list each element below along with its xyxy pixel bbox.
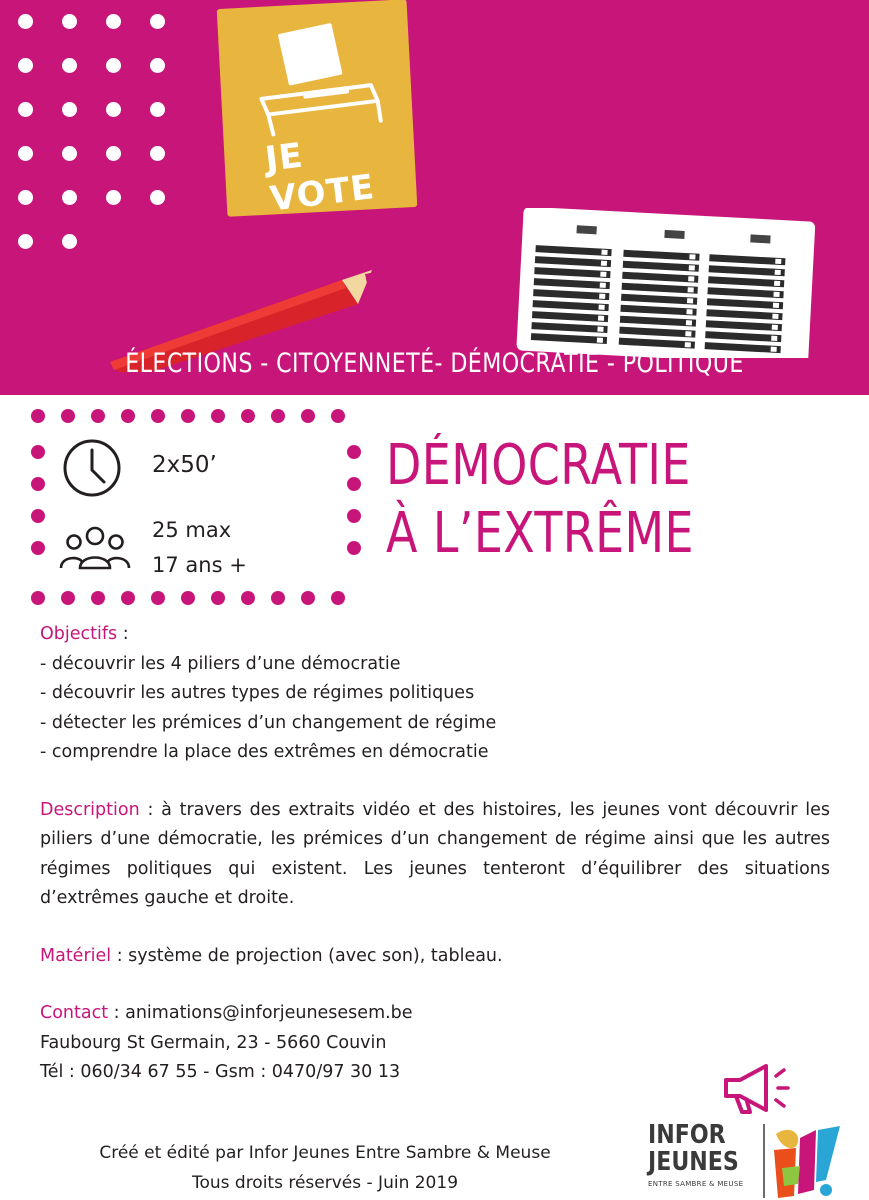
contact-label: Contact [40,1003,109,1023]
duration-text: 2x50’ [152,452,217,478]
materiel-paragraph [40,942,830,972]
description-text: : à travers des extraits vidéo et des histoires, les jeunes vont découvrir les piliers d’une démocratie, les prémices d’un changement de régime ainsi que les autres régimes politiques qui existent. Les jeunes tenteront d’équilibrer des situations d’extrêmes gauche et droite. [40,799,830,908]
frame-dot [91,409,105,423]
decorative-dot [62,102,77,117]
objective-item: - détecter les prémices d’un changement de régime [40,712,497,733]
footer-line-1: Créé et édité par Infor Jeunes Entre Sambre & Meuse [99,1143,551,1163]
infor-jeunes-logo-text: INFOR JEUNES ENTRE SAMBRE & MEUSE [648,1120,744,1188]
frame-dot [121,409,135,423]
frame-dot [347,541,361,555]
decorative-dot [150,14,165,29]
materiel-label: Matériel [40,945,112,966]
frame-dot [241,409,255,423]
decorative-dot [18,190,33,205]
frame-dot [121,591,135,605]
frame-dot [151,591,165,605]
header-banner [0,0,869,395]
frame-dot [211,409,225,423]
decorative-dot [106,102,121,117]
frame-dot [241,591,255,605]
frame-dot [61,591,75,605]
age-text: 17 ans + [152,553,247,577]
decorative-dot [18,102,33,117]
frame-dot [331,409,345,423]
je-vote-card [217,0,418,220]
contact-address: Faubourg St Germain, 23 - 5660 Couvin [40,1032,387,1053]
content-body [40,620,830,1088]
decorative-dot [106,58,121,73]
ballot-sheet-illustration [510,208,820,358]
decorative-dot [106,190,121,205]
objective-item: - découvrir les 4 piliers d’une démocratie [40,653,401,674]
footer-line-2: Tous droits réservés - Juin 2019 [191,1173,459,1193]
title-line-1: DÉMOCRATIE [386,433,691,498]
description-paragraph [40,796,830,914]
infor-jeunes-logo-mark [760,1120,850,1200]
info-dotted-frame [0,395,380,620]
frame-dot [271,409,285,423]
frame-dot [31,591,45,605]
materiel-text: : système de projection (avec son), tableau. [111,945,503,966]
objective-item: - découvrir les autres types de régimes politiques [40,683,475,703]
decorative-dot [62,234,77,249]
frame-dot [91,591,105,605]
decorative-dot [18,146,33,161]
group-icon [58,524,132,572]
description-label: Description [40,799,140,820]
decorative-dot [150,102,165,117]
decorative-dot [18,14,33,29]
frame-dot [347,477,361,491]
decorative-dot [62,146,77,161]
frame-dot [61,409,75,423]
contact-email[interactable]: : animations@inforjeunesesem.be [108,1003,413,1023]
objectives-label: Objectifs [40,624,118,644]
frame-dot [211,591,225,605]
clock-icon [62,438,122,498]
frame-dot [181,591,195,605]
frame-dot [31,541,45,555]
decorative-dot [150,190,165,205]
decorative-dot [106,14,121,29]
frame-dot [301,409,315,423]
decorative-dot [18,234,33,249]
frame-dot [151,409,165,423]
objectives-heading: Objectifs : [40,624,129,644]
frame-dot [31,477,45,491]
main-title [386,432,694,568]
decorative-dot [18,58,33,73]
decorative-dot [106,146,121,161]
frame-dot [347,509,361,523]
contact-line [40,999,830,1029]
megaphone-icon [722,1058,802,1118]
decorative-dot [62,58,77,73]
contact-phone: Tél : 060/34 67 55 - Gsm : 0470/97 30 13 [40,1062,401,1082]
objective-item: - comprendre la place des extrêmes en démocratie [40,742,489,762]
frame-dot [181,409,195,423]
frame-dot [331,591,345,605]
frame-dot [271,591,285,605]
footer-credits [20,1138,630,1198]
decorative-dot [62,190,77,205]
frame-dot [31,409,45,423]
decorative-dots [18,14,218,254]
frame-dot [347,445,361,459]
je-vote-label: JE VOTE [262,135,378,220]
decorative-dot [62,14,77,29]
frame-dot [31,445,45,459]
banner-title: ÉLECTIONS - CITOYENNETÉ- DÉMOCRATIE - POLITIQUE [125,348,744,379]
frame-dot [31,509,45,523]
decorative-dot [150,146,165,161]
participants-text: 25 max [152,518,232,542]
title-line-2: À L’EXTRÊME [386,501,694,566]
decorative-dot [150,58,165,73]
frame-dot [301,591,315,605]
